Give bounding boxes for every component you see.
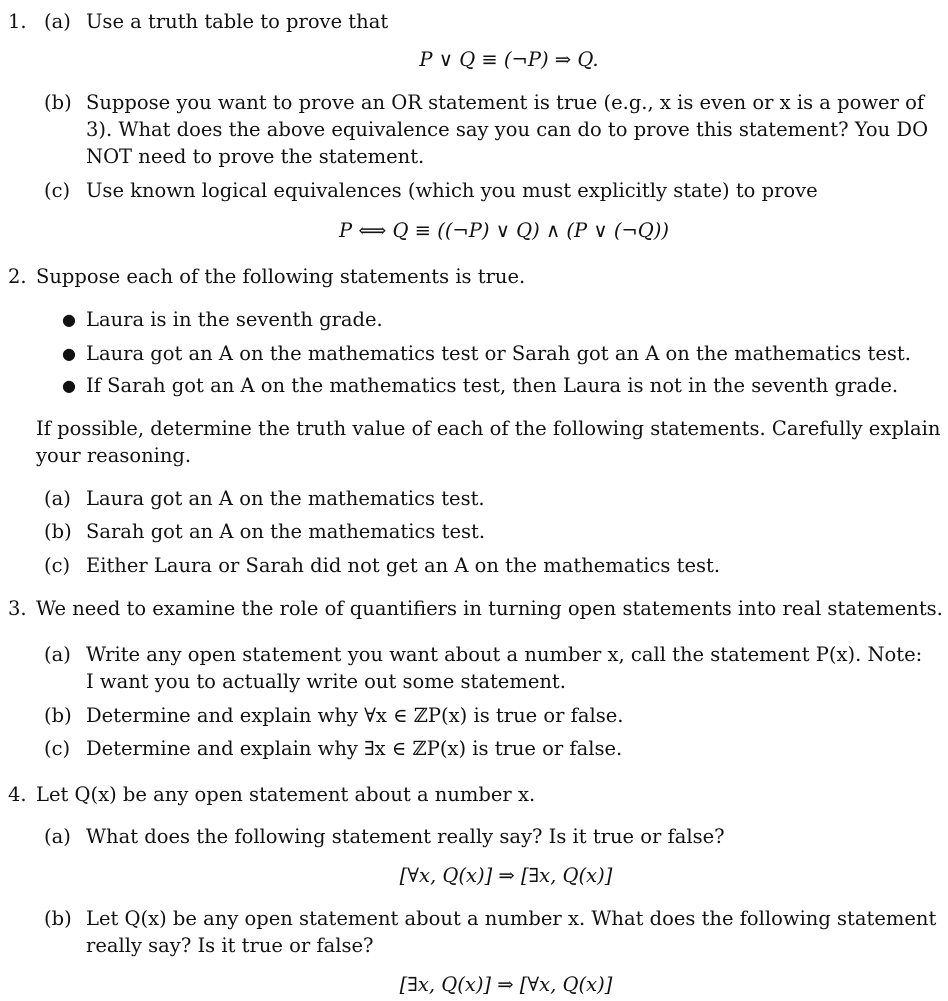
problem-2b-label: (b) (44, 520, 72, 543)
problem-3b-label: (b) (44, 704, 72, 727)
problem-4b-line-2: really say? Is it true or false? (86, 934, 374, 957)
problem-3-number: 3. (8, 597, 27, 620)
problem-2c-label: (c) (44, 554, 71, 577)
problem-4a-text: What does the following statement really say? Is it true or false? (86, 825, 725, 848)
problem-1b-line-3: NOT need to prove the statement. (86, 145, 425, 168)
problem-1c-formula: P ⟺ Q ≡ ((¬P) ∨ Q) ∧ (P ∨ (¬Q)) (339, 219, 669, 242)
problem-1-number: 1. (8, 10, 27, 33)
bullet-marker: ● (62, 344, 76, 363)
problem-2-instruction-line-1: If possible, determine the truth value of each of the following statements. Carefully explain (36, 417, 941, 440)
bullet-marker: ● (62, 310, 76, 329)
problem-2-number: 2. (8, 265, 27, 288)
problem-2-intro: Suppose each of the following statements is true. (36, 265, 526, 288)
problem-2a-label: (a) (44, 487, 71, 510)
problem-3a-line-2: I want you to actually write out some statement. (86, 670, 566, 693)
problem-3b-text: Determine and explain why ∀x ∈ ℤP(x) is true or false. (86, 704, 624, 727)
problem-3c-text: Determine and explain why ∃x ∈ ℤP(x) is true or false. (86, 737, 623, 760)
problem-4a-label: (a) (44, 825, 71, 848)
problem-3a-label: (a) (44, 643, 71, 666)
problem-2c-text: Either Laura or Sarah did not get an A on the mathematics test. (86, 554, 721, 577)
problem-1c-text: Use known logical equivalences (which you must explicitly state) to prove (86, 179, 818, 202)
problem-1b-line-1: Suppose you want to prove an OR statement is true (e.g., x is even or x is a power of (86, 91, 925, 114)
problem-1a-text: Use a truth table to prove that (86, 10, 389, 33)
problem-4-number: 4. (8, 783, 27, 806)
problem-2-bullet-2: Laura got an A on the mathematics test or Sarah got an A on the mathematics test. (86, 342, 911, 365)
problem-1b-line-2: 3). What does the above equivalence say you can do to prove this statement? You DO (86, 118, 929, 141)
problem-2-bullet-1: Laura is in the seventh grade. (86, 308, 383, 331)
problem-4b-line-1: Let Q(x) be any open statement about a number x. What does the following statement (86, 907, 937, 930)
problem-3c-label: (c) (44, 737, 71, 760)
problem-4a-formula: [∀x, Q(x)] ⇒ [∃x, Q(x)] (399, 864, 613, 887)
bullet-marker: ● (62, 376, 76, 395)
problem-2-bullet-3: If Sarah got an A on the mathematics test, then Laura is not in the seventh grade. (86, 374, 899, 397)
problem-1a-formula: P ∨ Q ≡ (¬P) ⇒ Q. (419, 48, 599, 71)
problem-2-instruction-line-2: your reasoning. (36, 444, 192, 467)
problem-1a-label: (a) (44, 10, 71, 33)
problem-2a-text: Laura got an A on the mathematics test. (86, 487, 485, 510)
problem-4b-formula: [∃x, Q(x)] ⇒ [∀x, Q(x)] (399, 973, 613, 996)
problem-3a-line-1: Write any open statement you want about a number x, call the statement P(x). Note: (86, 643, 923, 666)
problem-4b-label: (b) (44, 907, 72, 930)
problem-1b-label: (b) (44, 91, 72, 114)
problem-1c-label: (c) (44, 179, 71, 202)
problem-4-intro: Let Q(x) be any open statement about a number x. (36, 783, 536, 806)
problem-2b-text: Sarah got an A on the mathematics test. (86, 520, 486, 543)
problem-3-intro: We need to examine the role of quantifiers in turning open statements into real statements. (36, 597, 943, 620)
